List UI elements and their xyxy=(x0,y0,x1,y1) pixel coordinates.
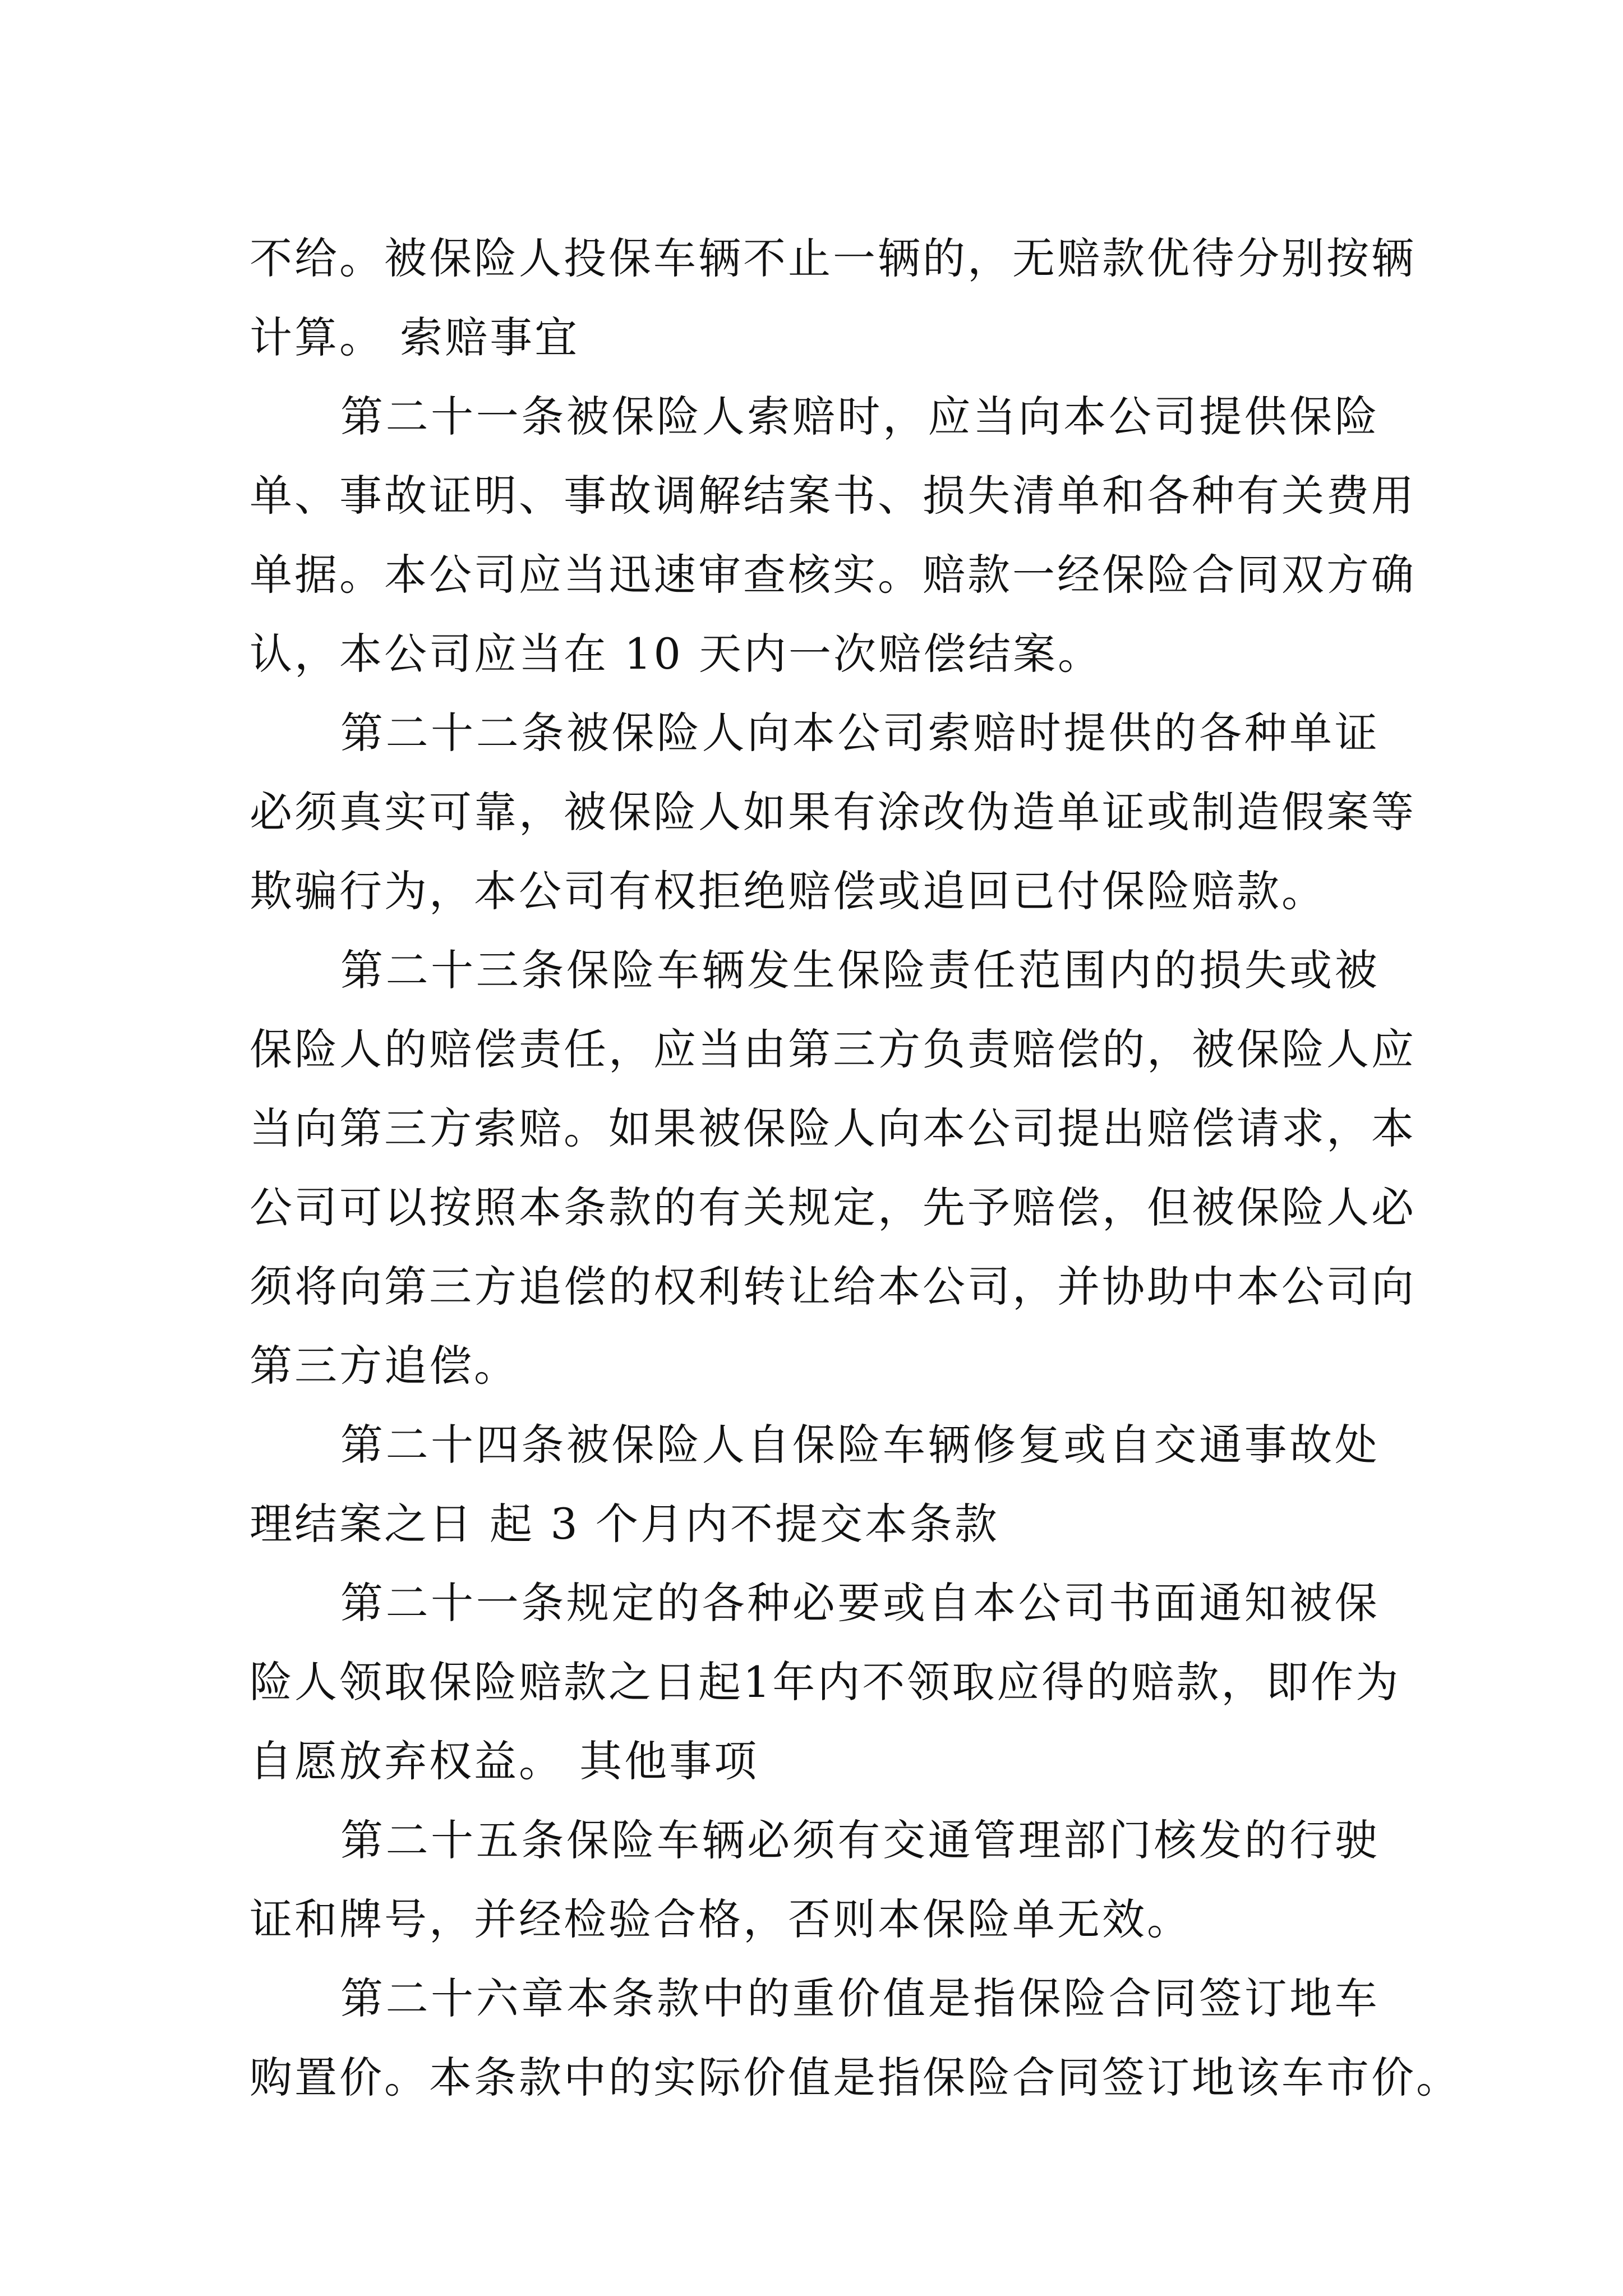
text-line: 第 二 十 五 条 保 险 车 辆 必 须 有 交 通 管 理 部 门 核 发 的 行 驶 xyxy=(340,1815,1380,1865)
text-line: 证和牌号，并经检验合格，否则本保险单无效。 xyxy=(250,1894,1192,1944)
text-line: 须 将 向 第 三 方 追 偿 的 权 利 转 让 给 本 公 司 ， 并 协 助 中 本 公 司 向 xyxy=(250,1262,1416,1312)
text-line: 不 给 。 被 保 险 人 投 保 车 辆 不 止 一 辆 的 ， 无 赔 款 优 待 分 别 按 辆 xyxy=(250,233,1416,283)
document-body xyxy=(250,219,1461,2117)
text-line: 当 向 第 三 方 索 赔 。 如 果 被 保 险 人 向 本 公 司 提 出 赔 偿 请 求 ， 本 xyxy=(250,1103,1416,1153)
text-line: 第 二 十 一 条 规 定 的 各 种 必 要 或 自 本 公 司 书 面 通 知 被 保 xyxy=(340,1578,1380,1628)
text-line: 理结案之日 起 3 个月内不提交本条款 xyxy=(250,1499,999,1549)
text-line: 购 置 价 。 本 条 款 中 的 实 际 价 值 是 指 保 险 合 同 签 订 地 该 车 市 价 。 xyxy=(250,2053,1461,2102)
text-line: 第 二 十 二 条 被 保 险 人 向 本 公 司 索 赔 时 提 供 的 各 种 单 证 xyxy=(340,708,1380,758)
text-line: 自愿放弃权益。 其他事项 xyxy=(250,1736,759,1786)
text-line: 认，本公司应当在 10 天内一次赔偿结案。 xyxy=(250,629,1103,679)
text-line: 第三方追偿。 xyxy=(250,1341,519,1391)
text-line: 第 二 十 六 章 本 条 款 中 的 重 价 值 是 指 保 险 合 同 签 订 地 车 xyxy=(340,1973,1380,2023)
text-line: 单 、 事 故 证 明 、 事 故 调 解 结 案 书 、 损 失 清 单 和 各 种 有 关 费 用 xyxy=(250,471,1416,521)
text-line: 单 据 。 本 公 司 应 当 迅 速 审 查 核 实 。 赔 款 一 经 保 险 合 同 双 方 确 xyxy=(250,550,1416,600)
text-line: 险 人 领 取 保 险 赔 款 之 日 起 1 年 内 不 领 取 应 得 的 赔 款 ， 即 作 为 xyxy=(250,1657,1401,1707)
text-line: 欺骗行为，本公司有权拒绝赔偿或追回已付保险赔款。 xyxy=(250,866,1326,916)
text-line: 第 二 十 一 条 被 保 险 人 索 赔 时 ， 应 当 向 本 公 司 提 供 保 险 xyxy=(340,392,1380,441)
text-line: 必 须 真 实 可 靠 ， 被 保 险 人 如 果 有 涂 改 伪 造 单 证 或 制 造 假 案 等 xyxy=(250,787,1416,837)
text-line: 计算。 索赔事宜 xyxy=(250,312,580,362)
text-line: 第 二 十 三 条 保 险 车 辆 发 生 保 险 责 任 范 围 内 的 损 失 或 被 xyxy=(340,945,1380,995)
text-line: 保 险 人 的 赔 偿 责 任 ， 应 当 由 第 三 方 负 责 赔 偿 的 ， 被 保 险 人 应 xyxy=(250,1024,1416,1074)
text-line: 第 二 十 四 条 被 保 险 人 自 保 险 车 辆 修 复 或 自 交 通 事 故 处 xyxy=(340,1420,1380,1470)
text-line: 公 司 可 以 按 照 本 条 款 的 有 关 规 定 ， 先 予 赔 偿 ， 但 被 保 险 人 必 xyxy=(250,1182,1416,1232)
